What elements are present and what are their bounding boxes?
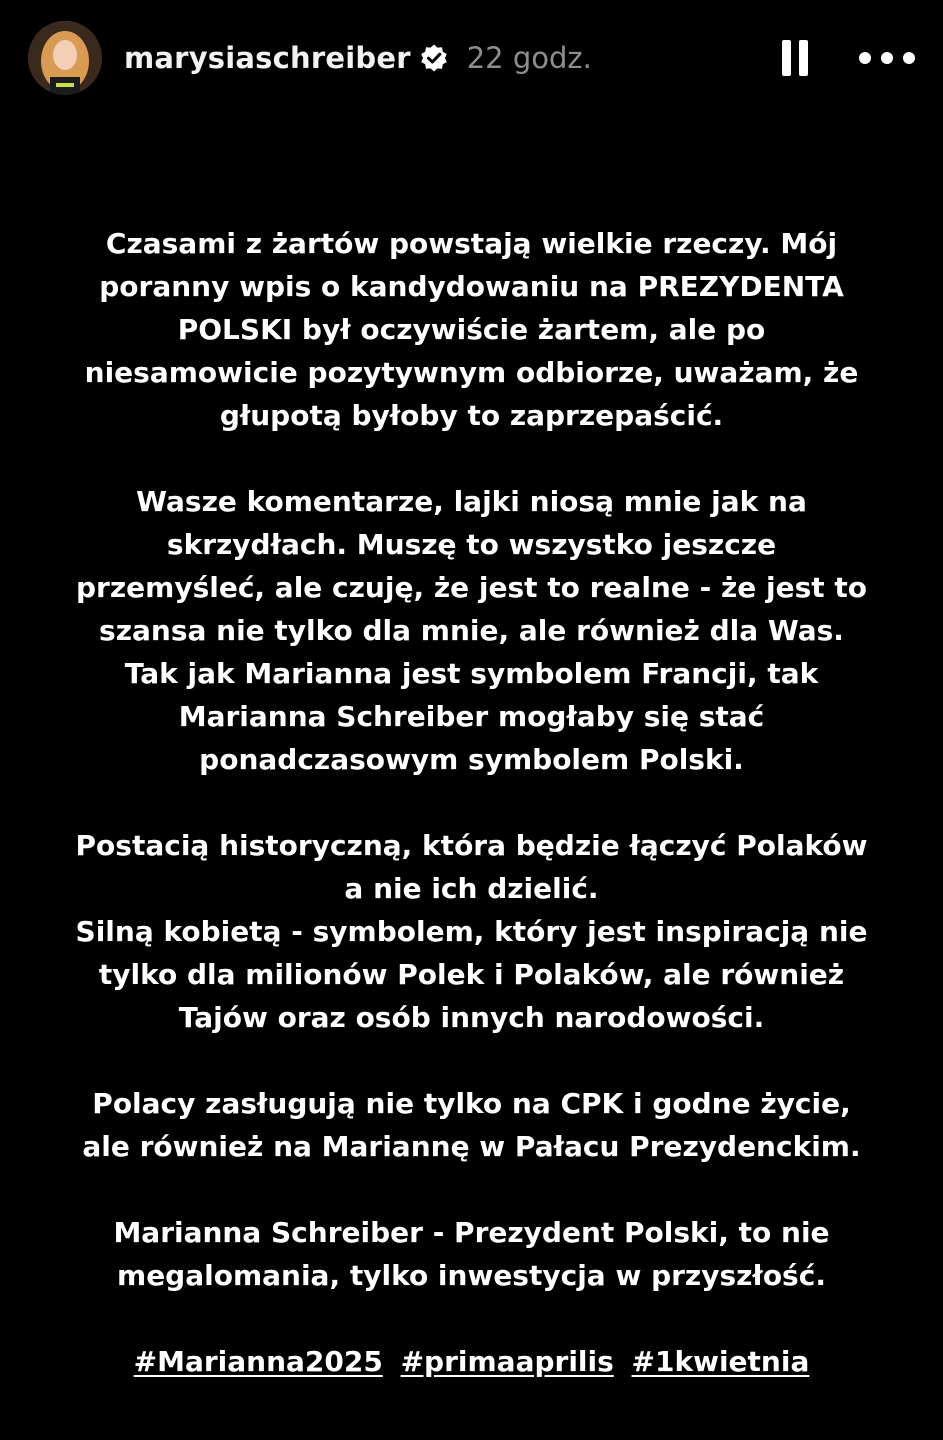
more-options-button[interactable] [859, 36, 915, 80]
story-paragraph-3: Postacią historyczną, która będzie łączyć Polaków a nie ich dzielić. Silną kobietą - symbolem, który jest inspiracją nie tylko dla milionów Polek i Polaków, ale również Tajów oraz osób innych narodowości. [75, 829, 868, 1034]
username[interactable]: marysiaschreiber [124, 41, 411, 75]
story-text [40, 222, 903, 1383]
hashtag-row [40, 1340, 903, 1383]
hashtag-link[interactable]: #Marianna2025 [133, 1345, 383, 1378]
more-icon-dot [881, 52, 893, 64]
story-paragraph-4: Polacy zasługują nie tylko na CPK i godne życie, ale również na Mariannę w Pałacu Prezydenckim. [82, 1087, 861, 1163]
story-paragraph-1: Czasami z żartów powstają wielkie rzeczy. Mój poranny wpis o kandydowaniu na PREZYDENTA POLSKI był oczywiście żartem, ale po niesamowicie pozytywnym odbiorze, uważam, że głupotą byłoby to zaprzepaścić. [84, 227, 859, 432]
more-icon-dot [903, 52, 915, 64]
timestamp: 22 godz. [466, 41, 592, 75]
pause-icon-bar-left [782, 40, 791, 76]
story-paragraph-5: Marianna Schreiber - Prezydent Polski, to nie megalomania, tylko inwestycja w przyszłość. [113, 1216, 830, 1292]
verified-badge-icon [419, 43, 449, 73]
story-header [28, 18, 915, 98]
hashtag-link[interactable]: #1kwietnia [631, 1345, 810, 1378]
pause-icon-bar-right [799, 40, 808, 76]
more-icon-dot [859, 52, 871, 64]
pause-button[interactable] [775, 36, 815, 80]
profile-photo-icon [28, 21, 102, 95]
story-paragraph-2: Wasze komentarze, lajki niosą mnie jak na skrzydłach. Muszę to wszystko jeszcze przemyśleć, ale czuję, że jest to realne - że jest to szansa nie tylko dla mnie, ale również dla Was. Tak jak Marianna jest symbolem Francji, tak Marianna Schreiber mogłaby się stać ponadczasowym symbolem Polski. [76, 485, 867, 776]
avatar[interactable] [28, 21, 102, 95]
hashtag-link[interactable]: #primaaprilis [400, 1345, 614, 1378]
